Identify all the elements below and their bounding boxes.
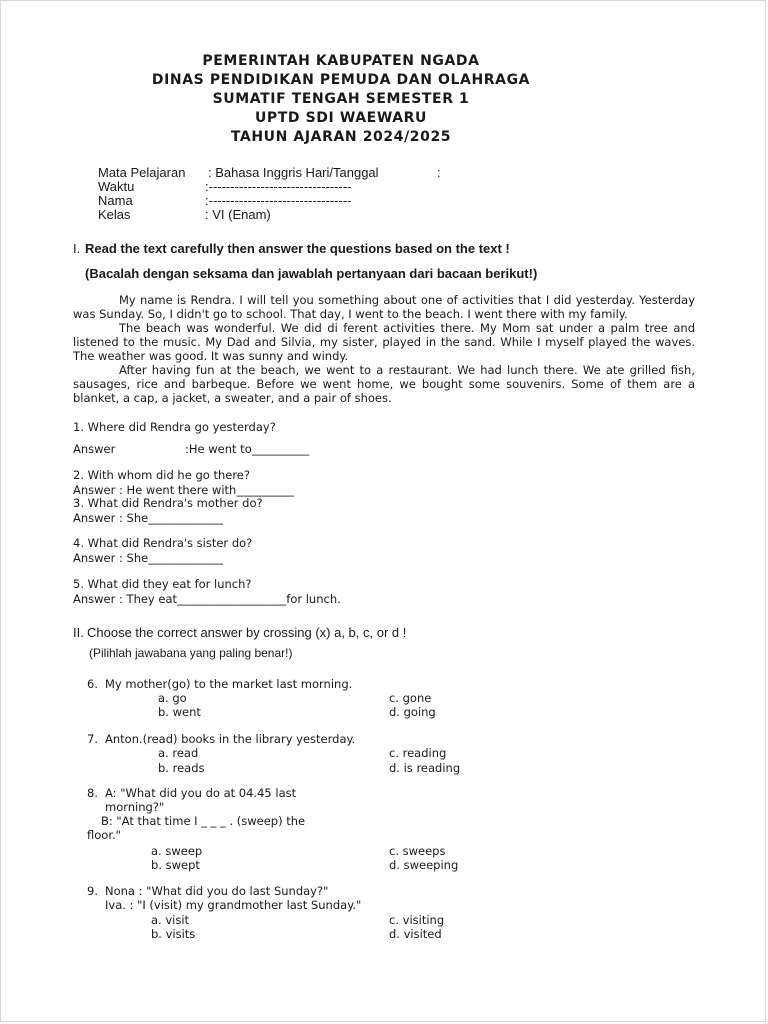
subject-label: Mata Pelajaran <box>98 165 186 180</box>
header-government: PEMERINTAH KABUPATEN NGADA <box>202 53 480 69</box>
mcq-6-stem: My mother(go) to the market last morning. <box>105 677 353 691</box>
answer-1-label: Answer <box>73 442 116 456</box>
mcq-8-number: 8. <box>87 786 98 800</box>
mcq-9-stem-line2: Iva. : "I (visit) my grandmother last Sunday." <box>105 898 362 912</box>
answer-5-line[interactable]: Answer : They eat___________________for lunch. <box>73 592 341 606</box>
mcq-6-option-b[interactable]: b. went <box>158 705 201 719</box>
mcq-7-number: 7. <box>87 732 98 746</box>
mcq-9-stem-line1: Nona : "What did you do last Sunday?" <box>105 884 329 898</box>
section2-instruction-id: (Pilihlah jawabana yang paling benar!) <box>89 646 293 660</box>
answer-1-line[interactable]: :He went to__________ <box>185 442 310 456</box>
header-school: UPTD SDI WAEWARU <box>254 110 428 126</box>
mcq-6-option-c[interactable]: c. gone <box>389 691 432 705</box>
mcq-9-option-a[interactable]: a. visit <box>151 913 190 927</box>
time-value: :--------------------------------- <box>205 179 352 194</box>
answer-3-line[interactable]: Answer : She_____________ <box>73 511 223 525</box>
name-value: :--------------------------------- <box>205 193 352 208</box>
answer-2-line[interactable]: Answer : He went there with__________ <box>73 483 294 497</box>
question-4: 4. What did Rendra's sister do? <box>73 536 253 550</box>
section1-instruction: Read the text carefully then answer the questions based on the text ! <box>85 241 510 256</box>
section2-number: II. <box>73 625 84 640</box>
mcq-6-option-d[interactable]: d. going <box>389 705 436 719</box>
header-exam-title: SUMATIF TENGAH SEMESTER 1 <box>212 91 470 107</box>
time-label: Waktu <box>98 179 135 194</box>
subject-value: : Bahasa Inggris Hari/Tanggal <box>208 165 379 180</box>
mcq-7-option-c[interactable]: c. reading <box>389 746 447 760</box>
mcq-7-option-d[interactable]: d. is reading <box>389 761 461 775</box>
mcq-7-option-b[interactable]: b. reads <box>158 761 205 775</box>
date-colon: : <box>437 165 441 180</box>
reading-paragraph-3: After having fun at the beach, we went to a restaurant. We had lunch there. We ate grilled fish, sausages, rice and barbeque. Before we went home, we bought some souvenirs. Some of them are a blanket, a cap, a jacket, a sweater, and a pair of shoes. <box>73 363 695 405</box>
section2-instruction: Choose the correct answer by crossing (x) a, b, c, or d ! <box>87 625 407 640</box>
mcq-7-stem: Anton.(read) books in the library yesterday. <box>105 732 356 746</box>
mcq-8-option-b[interactable]: b. swept <box>151 858 200 872</box>
mcq-8-stem-line4: floor." <box>87 828 121 842</box>
class-label: Kelas <box>98 207 131 222</box>
mcq-8-stem-line1: A: "What did you do at 04.45 last <box>105 786 297 800</box>
class-value: : VI (Enam) <box>205 207 271 222</box>
question-5: 5. What did they eat for lunch? <box>73 577 252 591</box>
reading-paragraph-2: The beach was wonderful. We did di ferent activities there. My Mom sat under a palm tree and listened to the music. My Dad and Silvia, my sister, played in the sand. While I myself played the waves. The weather was good. It was sunny and windy. <box>73 321 695 363</box>
mcq-7-option-a[interactable]: a. read <box>158 746 199 760</box>
mcq-8-option-c[interactable]: c. sweeps <box>389 844 446 858</box>
mcq-9-option-b[interactable]: b. visits <box>151 927 196 941</box>
question-3: 3. What did Rendra's mother do? <box>73 496 263 510</box>
reading-passage <box>73 293 695 405</box>
mcq-6-number: 6. <box>87 677 98 691</box>
mcq-8-stem-line2: morning?" <box>105 800 165 814</box>
question-2: 2. With whom did he go there? <box>73 468 250 482</box>
question-1: 1. Where did Rendra go yesterday? <box>73 420 276 434</box>
mcq-8-option-d[interactable]: d. sweeping <box>389 858 459 872</box>
mcq-8-option-a[interactable]: a. sweep <box>151 844 203 858</box>
answer-4-line[interactable]: Answer : She_____________ <box>73 551 223 565</box>
reading-paragraph-1: My name is Rendra. I will tell you something about one of activities that I did yesterday. Yesterday was Sunday. So, I didn't go to school. That day, I went to the beach. I went there with my family. <box>73 293 695 321</box>
section1-instruction-id: (Bacalah dengan seksama dan jawablah pertanyaan dari bacaan berikut!) <box>85 266 538 281</box>
section1-number: I. <box>73 241 81 256</box>
mcq-9-option-c[interactable]: c. visiting <box>389 913 445 927</box>
name-label: Nama <box>98 193 133 208</box>
mcq-9-number: 9. <box>87 884 98 898</box>
mcq-6-option-a[interactable]: a. go <box>158 691 187 705</box>
mcq-9-option-d[interactable]: d. visited <box>389 927 442 941</box>
header-department: DINAS PENDIDIKAN PEMUDA DAN OLAHRAGA <box>151 72 531 88</box>
mcq-8-stem-line3: B: "At that time I _ _ _ . (sweep) the <box>101 814 306 828</box>
header-school-year: TAHUN AJARAN 2024/2025 <box>230 129 452 145</box>
